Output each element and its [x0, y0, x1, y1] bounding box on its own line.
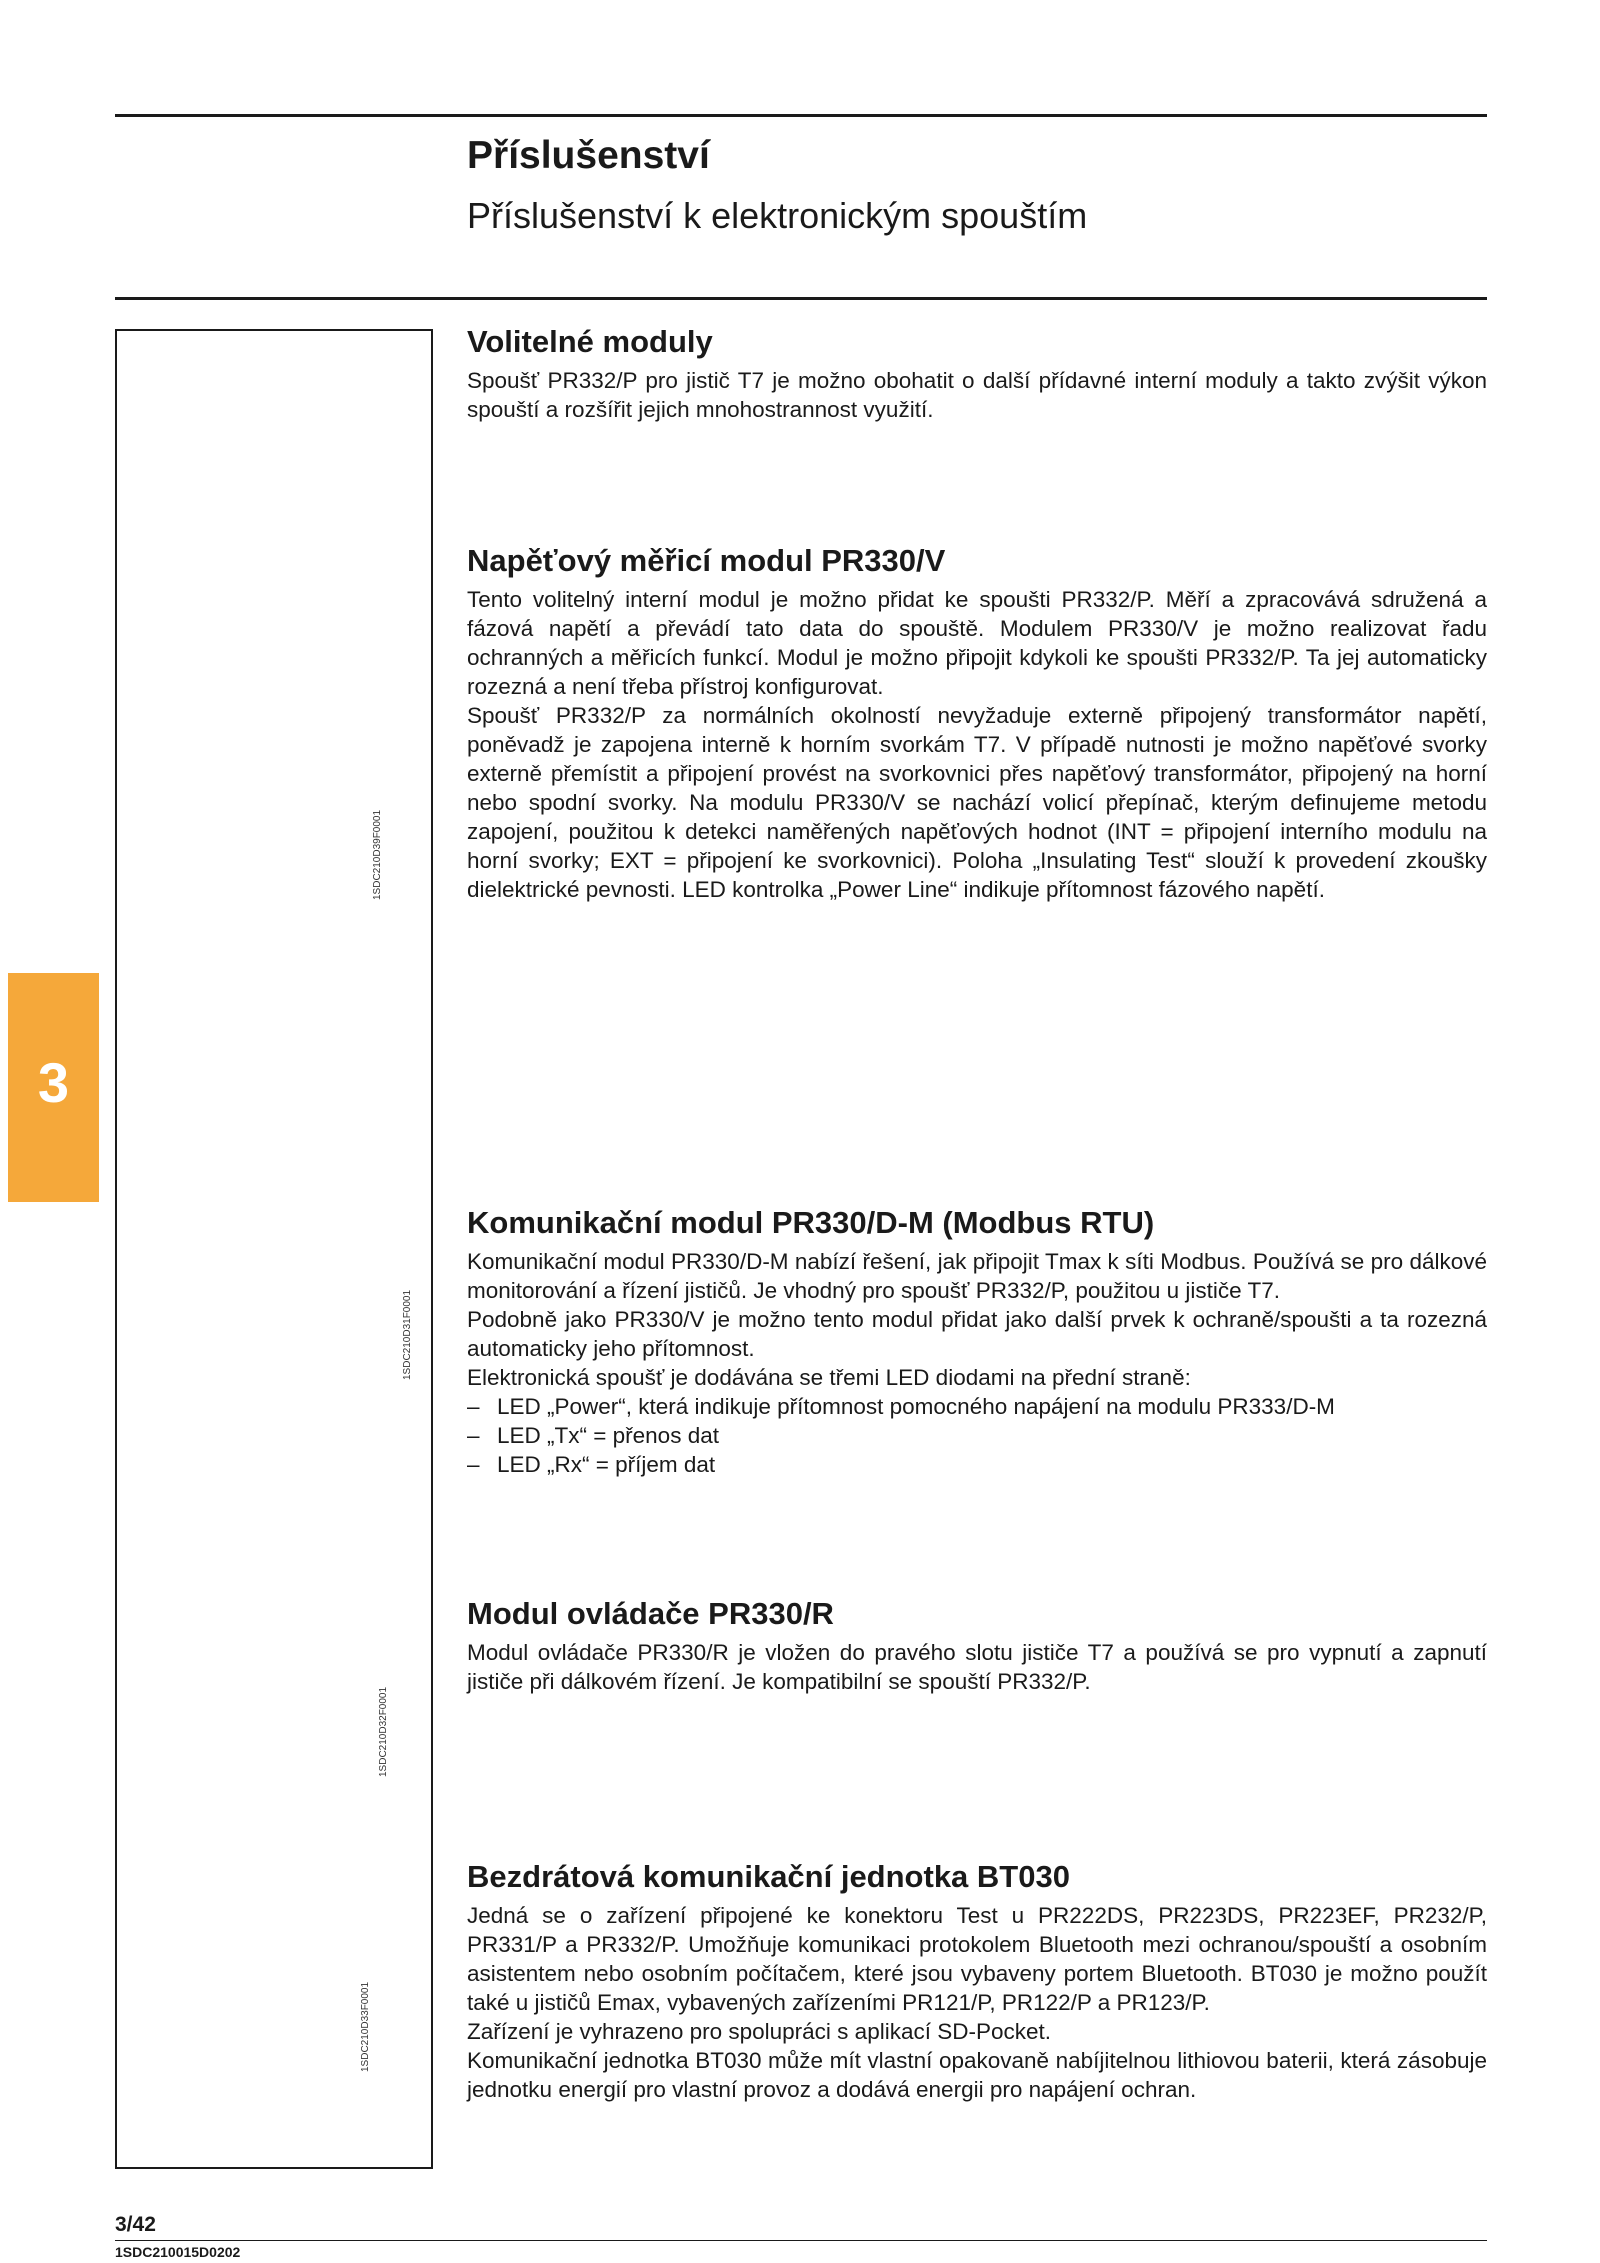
section-paragraph: Podobně jako PR330/V je možno tento modul přidat jako další prvek k ochraně/spoušti a ta rozezná automaticky jeho přítomnost. [467, 1307, 1487, 1362]
list-dash: – [467, 1394, 480, 1420]
header-divider [115, 297, 1487, 300]
section-paragraph: Zařízení je vyhrazeno pro spolupráci s aplikací SD-Pocket. [467, 2019, 1052, 2045]
section-paragraph: Elektronická spoušť je dodávána se třemi LED diodami na přední straně: [467, 1365, 1191, 1391]
chapter-tab [8, 973, 99, 1202]
list-item [467, 1421, 1487, 1450]
section-komunikacni-modul [467, 1204, 1487, 1479]
figure-code: 1SDC210D33F0001 [360, 1981, 371, 2072]
section-napetovy-modul [467, 542, 1487, 904]
page-number: 3/42 [115, 2213, 156, 2236]
figure-code: 1SDC210D39F0001 [372, 809, 383, 900]
list-item [467, 1450, 1487, 1479]
section-volitelne-moduly [467, 323, 1487, 424]
section-heading: Bezdrátová komunikační jednotka BT030 [467, 1859, 1070, 1894]
section-paragraph: Komunikační jednotka BT030 může mít vlastní opakovaně nabíjitelnou lithiovou baterii, která zásobuje jednotku energií pro vlastní provoz a dodává energii pro napájení ochran. [467, 2048, 1487, 2103]
page-title: Příslušenství [467, 134, 710, 177]
section-paragraph: Tento volitelný interní modul je možno přidat ke spoušti PR332/P. Měří a zpracovává sdružená a fázová napětí a převádí tato data do spouště. Modulem PR330/V je možno realizovat řadu ochranných a měřicích funkcí. Modul je možno připojit kdykoli ke spoušti PR332/P. Ta jej automaticky rozezná a není třeba přístroj konfigurovat. [467, 587, 1487, 700]
figure-frame [115, 329, 433, 2169]
list-item-text: LED „Rx“ = příjem dat [497, 1452, 716, 1478]
section-heading: Modul ovládače PR330/R [467, 1596, 834, 1631]
section-paragraph: Modul ovládače PR330/R je vložen do pravého slotu jističe T7 a používá se pro vypnutí a zapnutí jističe při dálkovém řízení. Je kompatibilní se spouští PR332/P. [467, 1640, 1487, 1695]
document-code: 1SDC210015D0202 [115, 2244, 241, 2260]
figure-code: 1SDC210D31F0001 [402, 1289, 413, 1380]
list-item-text: LED „Tx“ = přenos dat [497, 1423, 719, 1449]
section-bt030 [467, 1858, 1487, 2104]
section-heading: Napěťový měřicí modul PR330/V [467, 543, 946, 578]
section-heading: Volitelné moduly [467, 324, 713, 359]
led-list [467, 1392, 1487, 1479]
section-modul-ovladace [467, 1595, 1487, 1696]
list-item [467, 1392, 1487, 1421]
figure-code: 1SDC210D32F0001 [378, 1686, 389, 1777]
page-subtitle: Příslušenství k elektronickým spouštím [467, 195, 1088, 236]
list-dash: – [467, 1423, 480, 1449]
list-item-text: LED „Power“, která indikuje přítomnost pomocného napájení na modulu PR333/D-M [497, 1394, 1335, 1420]
top-rule [115, 114, 1487, 117]
section-paragraph: Jedná se o zařízení připojené ke konektoru Test u PR222DS, PR223DS, PR223EF, PR232/P, PR331/P a PR332/P. Umožňuje komunikaci protokolem Bluetooth mezi ochranou/spouští a osobním asistentem nebo osobním počítačem, které jsou vybaveny portem Bluetooth. BT030 je možno použít také u jističů Emax, vybavených zařízeními PR121/P, PR122/P a PR123/P. [467, 1903, 1487, 2016]
section-paragraph: Spoušť PR332/P pro jistič T7 je možno obohatit o další přídavné interní moduly a takto zvýšit výkon spouští a rozšířit jejich mnohostrannost využití. [467, 368, 1487, 423]
section-paragraph: Komunikační modul PR330/D-M nabízí řešení, jak připojit Tmax k síti Modbus. Používá se pro dálkové monitorování a řízení jističů. Je vhodný pro spoušť PR332/P, použitou u jističe T7. [467, 1249, 1487, 1304]
section-paragraph: Spoušť PR332/P za normálních okolností nevyžaduje externě připojený transformátor napětí, poněvadž je zapojena interně k horním svorkám T7. V případě nutnosti je možno napěťové svorky externě přemístit a připojení provést na svorkovnici přes napěťový transformátor, připojený na horní nebo spodní svorky. Na modulu PR330/V se nachází volicí přepínač, kterým definujeme metodu zapojení, použitou k detekci naměřených napěťových hodnot (INT = připojení interního modulu na horní svorky; EXT = připojení ke svorkovnici). Poloha „Insulating Test“ slouží k provedení zkoušky dielektrické pevnosti. LED kontrolka „Power Line“ indikuje přítomnost fázového napětí. [467, 703, 1487, 903]
section-heading: Komunikační modul PR330/D-M (Modbus RTU) [467, 1205, 1155, 1240]
chapter-number: 3 [37, 1051, 70, 1114]
list-dash: – [467, 1452, 480, 1478]
footer-rule [115, 2240, 1487, 2241]
